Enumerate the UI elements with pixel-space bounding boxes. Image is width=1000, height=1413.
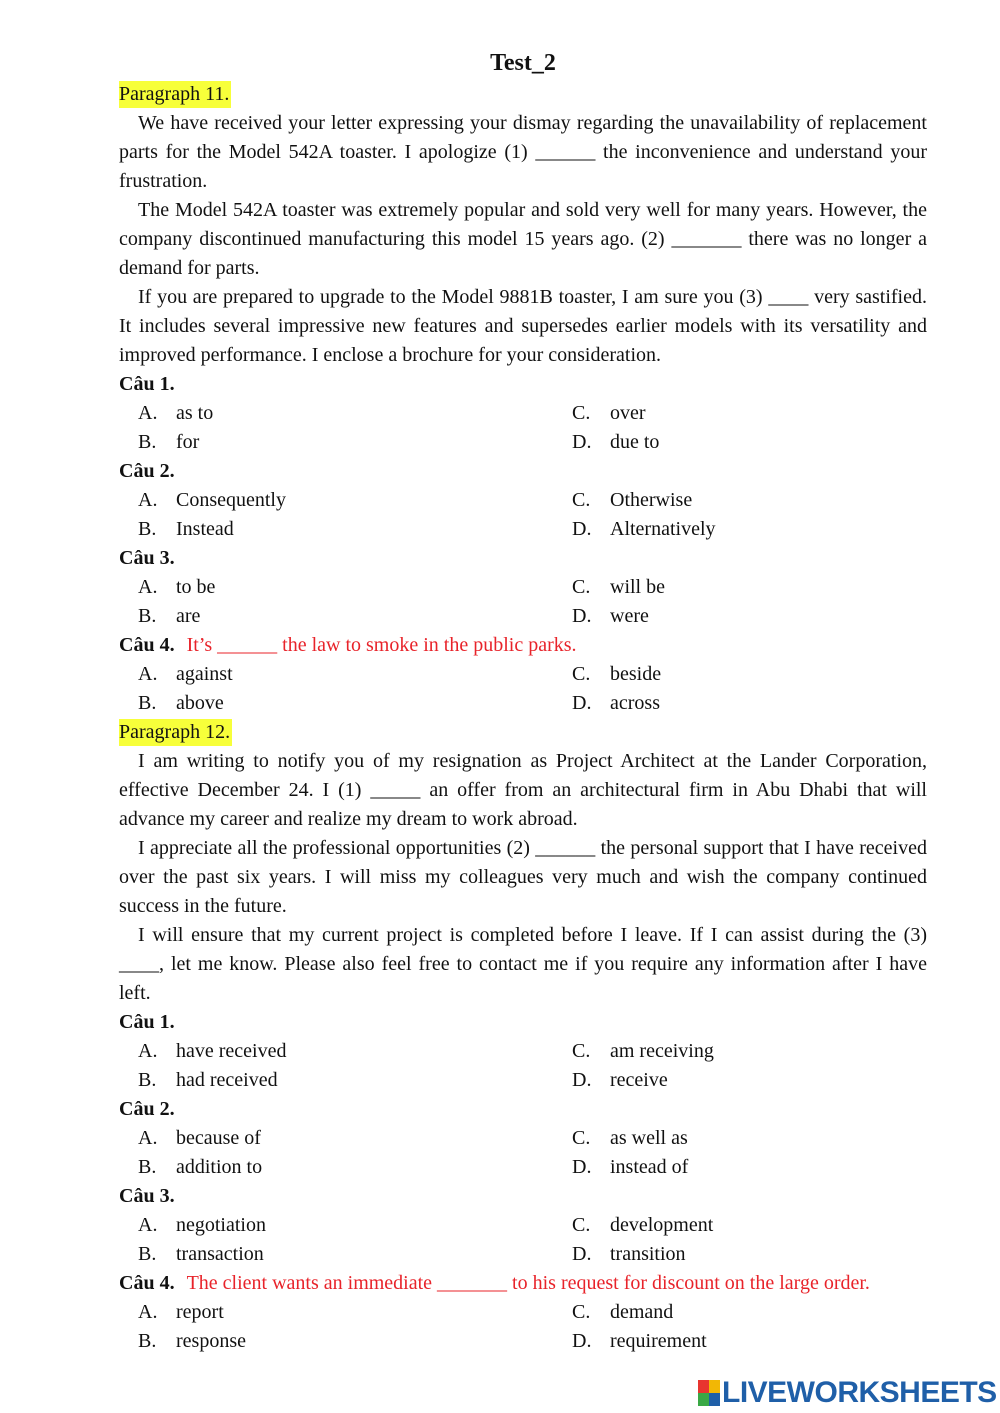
option-text: above [176,692,224,714]
option-text: were [610,605,649,627]
option-text: am receiving [610,1040,714,1062]
option-text: transaction [176,1243,264,1265]
option-c[interactable]: C. Otherwise [572,489,693,511]
option-text: beside [610,663,662,685]
question-number: Câu 2. [119,460,175,482]
option-text: requirement [610,1330,707,1352]
option-a[interactable]: A. as to [138,402,214,424]
passage-paragraph: We have received your letter expressing your dismay regarding the unavailability of replacement parts for the Model 542A toaster. I apologize (1) ______ the inconvenience and understand your frustration. [119,112,927,192]
option-d[interactable]: D. Alternatively [572,518,716,540]
option-text: due to [610,431,660,453]
option-text: against [176,663,233,685]
question [119,631,927,718]
option-text: are [176,605,201,627]
option-text: instead of [610,1156,689,1178]
question [119,544,927,631]
option-a[interactable]: A. against [138,663,233,685]
option-a[interactable]: A. Consequently [138,489,286,511]
option-text: had received [176,1069,278,1091]
option-text: over [610,402,646,424]
option-d[interactable]: D. requirement [572,1330,707,1352]
option-b[interactable]: B. response [138,1330,246,1352]
option-b[interactable]: B. addition to [138,1156,263,1178]
logo-icon [698,1380,720,1406]
liveworksheets-logo [698,1376,997,1410]
passage-paragraph: The Model 542A toaster was extremely popular and sold very well for many years. However, the company discontinued manufacturing this model 15 years ago. (2) _______ there was no longer a demand for parts. [119,199,927,279]
question-text: The client wants an immediate _______ to his request for discount on the large order. [186,1272,870,1294]
option-c[interactable]: C. development [572,1214,714,1236]
question [119,1008,927,1095]
question [119,1269,927,1356]
option-d[interactable]: D. were [572,605,649,627]
question-number: Câu 4. [119,1272,175,1294]
option-c[interactable]: C. am receiving [572,1040,714,1062]
option-text: Consequently [176,489,286,511]
option-c[interactable]: C. will be [572,576,665,598]
option-text: negotiation [176,1214,266,1236]
question [119,457,927,544]
option-text: will be [610,576,665,598]
option-a[interactable]: A. to be [138,576,216,598]
answer-options [119,1124,927,1182]
question-text: It’s ______ the law to smoke in the public parks. [186,634,577,656]
section-label: Paragraph 12. [119,719,232,746]
option-d[interactable]: D. instead of [572,1156,689,1178]
option-d[interactable]: D. receive [572,1069,668,1091]
section-label: Paragraph 11. [119,81,231,108]
option-c[interactable]: C. as well as [572,1127,688,1149]
answer-options [119,486,927,544]
question-number: Câu 2. [119,1098,175,1120]
option-text: as well as [610,1127,688,1149]
option-a[interactable]: A. because of [138,1127,261,1149]
page-title: Test_2 [490,50,556,76]
option-d[interactable]: D. transition [572,1243,686,1265]
question [119,370,927,457]
question-number: Câu 1. [119,373,175,395]
option-c[interactable]: C. demand [572,1301,674,1323]
option-text: report [176,1301,224,1323]
section-paragraph-12 [119,718,927,1356]
question-number: Câu 4. [119,634,175,656]
option-text: for [176,431,200,453]
option-text: response [176,1330,246,1352]
option-text: have received [176,1040,287,1062]
option-c[interactable]: C. beside [572,663,662,685]
option-a[interactable]: A. report [138,1301,224,1323]
section-paragraph-11 [119,80,927,718]
option-b[interactable]: B. above [138,692,224,714]
question [119,1095,927,1182]
option-text: as to [176,402,214,424]
logo-text: LIVEWORKSHEETS [722,1376,997,1409]
passage-paragraph: I appreciate all the professional opportunities (2) ______ the personal support that I have received over the past six years. I will miss my colleagues very much and wish the company continued success in the future. [119,837,927,917]
option-text: Alternatively [610,518,716,540]
answer-options [119,660,927,718]
option-text: because of [176,1127,261,1149]
option-text: Otherwise [610,489,693,511]
option-b[interactable]: B. are [138,605,201,627]
answer-options [119,1211,927,1269]
passage-paragraph: If you are prepared to upgrade to the Model 9881B toaster, I am sure you (3) ____ very sastified. It includes several impressive new features and supersedes earlier models with its versatility and improved performance. I enclose a brochure for your consideration. [119,286,927,366]
option-b[interactable]: B. had received [138,1069,278,1091]
option-d[interactable]: D. due to [572,431,660,453]
question-number: Câu 3. [119,1185,175,1207]
question [119,1182,927,1269]
option-b[interactable]: B. for [138,431,200,453]
option-text: transition [610,1243,686,1265]
worksheet-page [119,46,927,1356]
question-number: Câu 1. [119,1011,175,1033]
passage-paragraph: I am writing to notify you of my resignation as Project Architect at the Lander Corporation, effective December 24. I (1) _____ an offer from an architectural firm in Abu Dhabi that will advance my career and realize my dream to work abroad. [119,750,927,830]
option-text: addition to [176,1156,263,1178]
answer-options [119,1037,927,1095]
answer-options [119,573,927,631]
answer-options [119,1298,927,1356]
option-c[interactable]: C. over [572,402,646,424]
option-b[interactable]: B. Instead [138,518,234,540]
option-text: to be [176,576,216,598]
option-text: Instead [176,518,234,540]
option-a[interactable]: A. have received [138,1040,287,1062]
option-text: across [610,692,660,714]
option-d[interactable]: D. across [572,692,660,714]
question-number: Câu 3. [119,547,175,569]
option-text: development [610,1214,714,1236]
option-a[interactable]: A. negotiation [138,1214,266,1236]
option-b[interactable]: B. transaction [138,1243,264,1265]
passage-paragraph: I will ensure that my current project is completed before I leave. If I can assist during the (3) ____, let me know. Please also feel free to contact me if you require any information after I have left. [119,924,927,1004]
answer-options [119,399,927,457]
option-text: demand [610,1301,674,1323]
option-text: receive [610,1069,668,1091]
